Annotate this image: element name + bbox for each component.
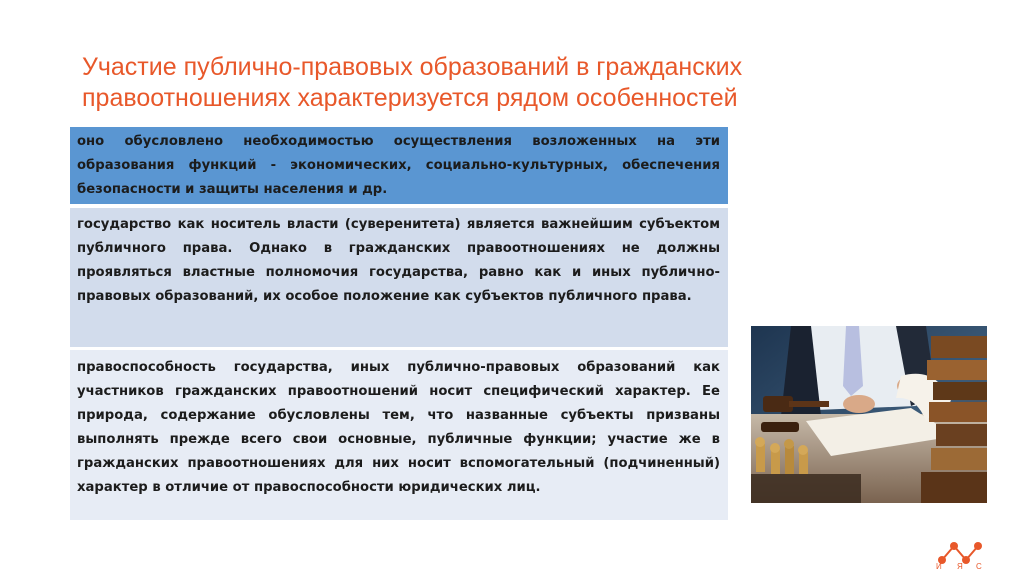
features-table [70,127,728,520]
svg-text:С: С [976,562,982,570]
table-row: государство как носитель власти (суверенитета) является важнейшим субъектом публичного права. Однако в гражданских правоотношениях не должны проявляться властные полномочия государства, равно как и иных публично-правовых образований, их особое положение как субъектов публичного права. [70,208,728,347]
svg-text:И: И [936,562,942,570]
slide-title: Участие публично-правовых образований в гражданских правоотношениях характеризуется рядом особенностей [82,53,743,112]
svg-text:Я: Я [957,562,963,570]
lawyer-photo [751,326,987,503]
table-row: правоспособность государства, иных публично-правовых образований как участников гражданских правоотношений носит специфический характер. Ее природа, содержание обусловлены тем, что названные субъекты призваны выполнять прежде всего свои основные, публичные функции; участие же в гражданских правоотношениях для них носит вспомогательный (подчиненный) характер в отличие от правоспособности юридических лиц. [70,350,728,520]
logo-icon [934,536,988,570]
table-row: оно обусловлено необходимостью осуществления возложенных на эти образования функций - экономических, социально-культурных, обеспечения безопасности и защиты населения и др. [70,127,728,204]
